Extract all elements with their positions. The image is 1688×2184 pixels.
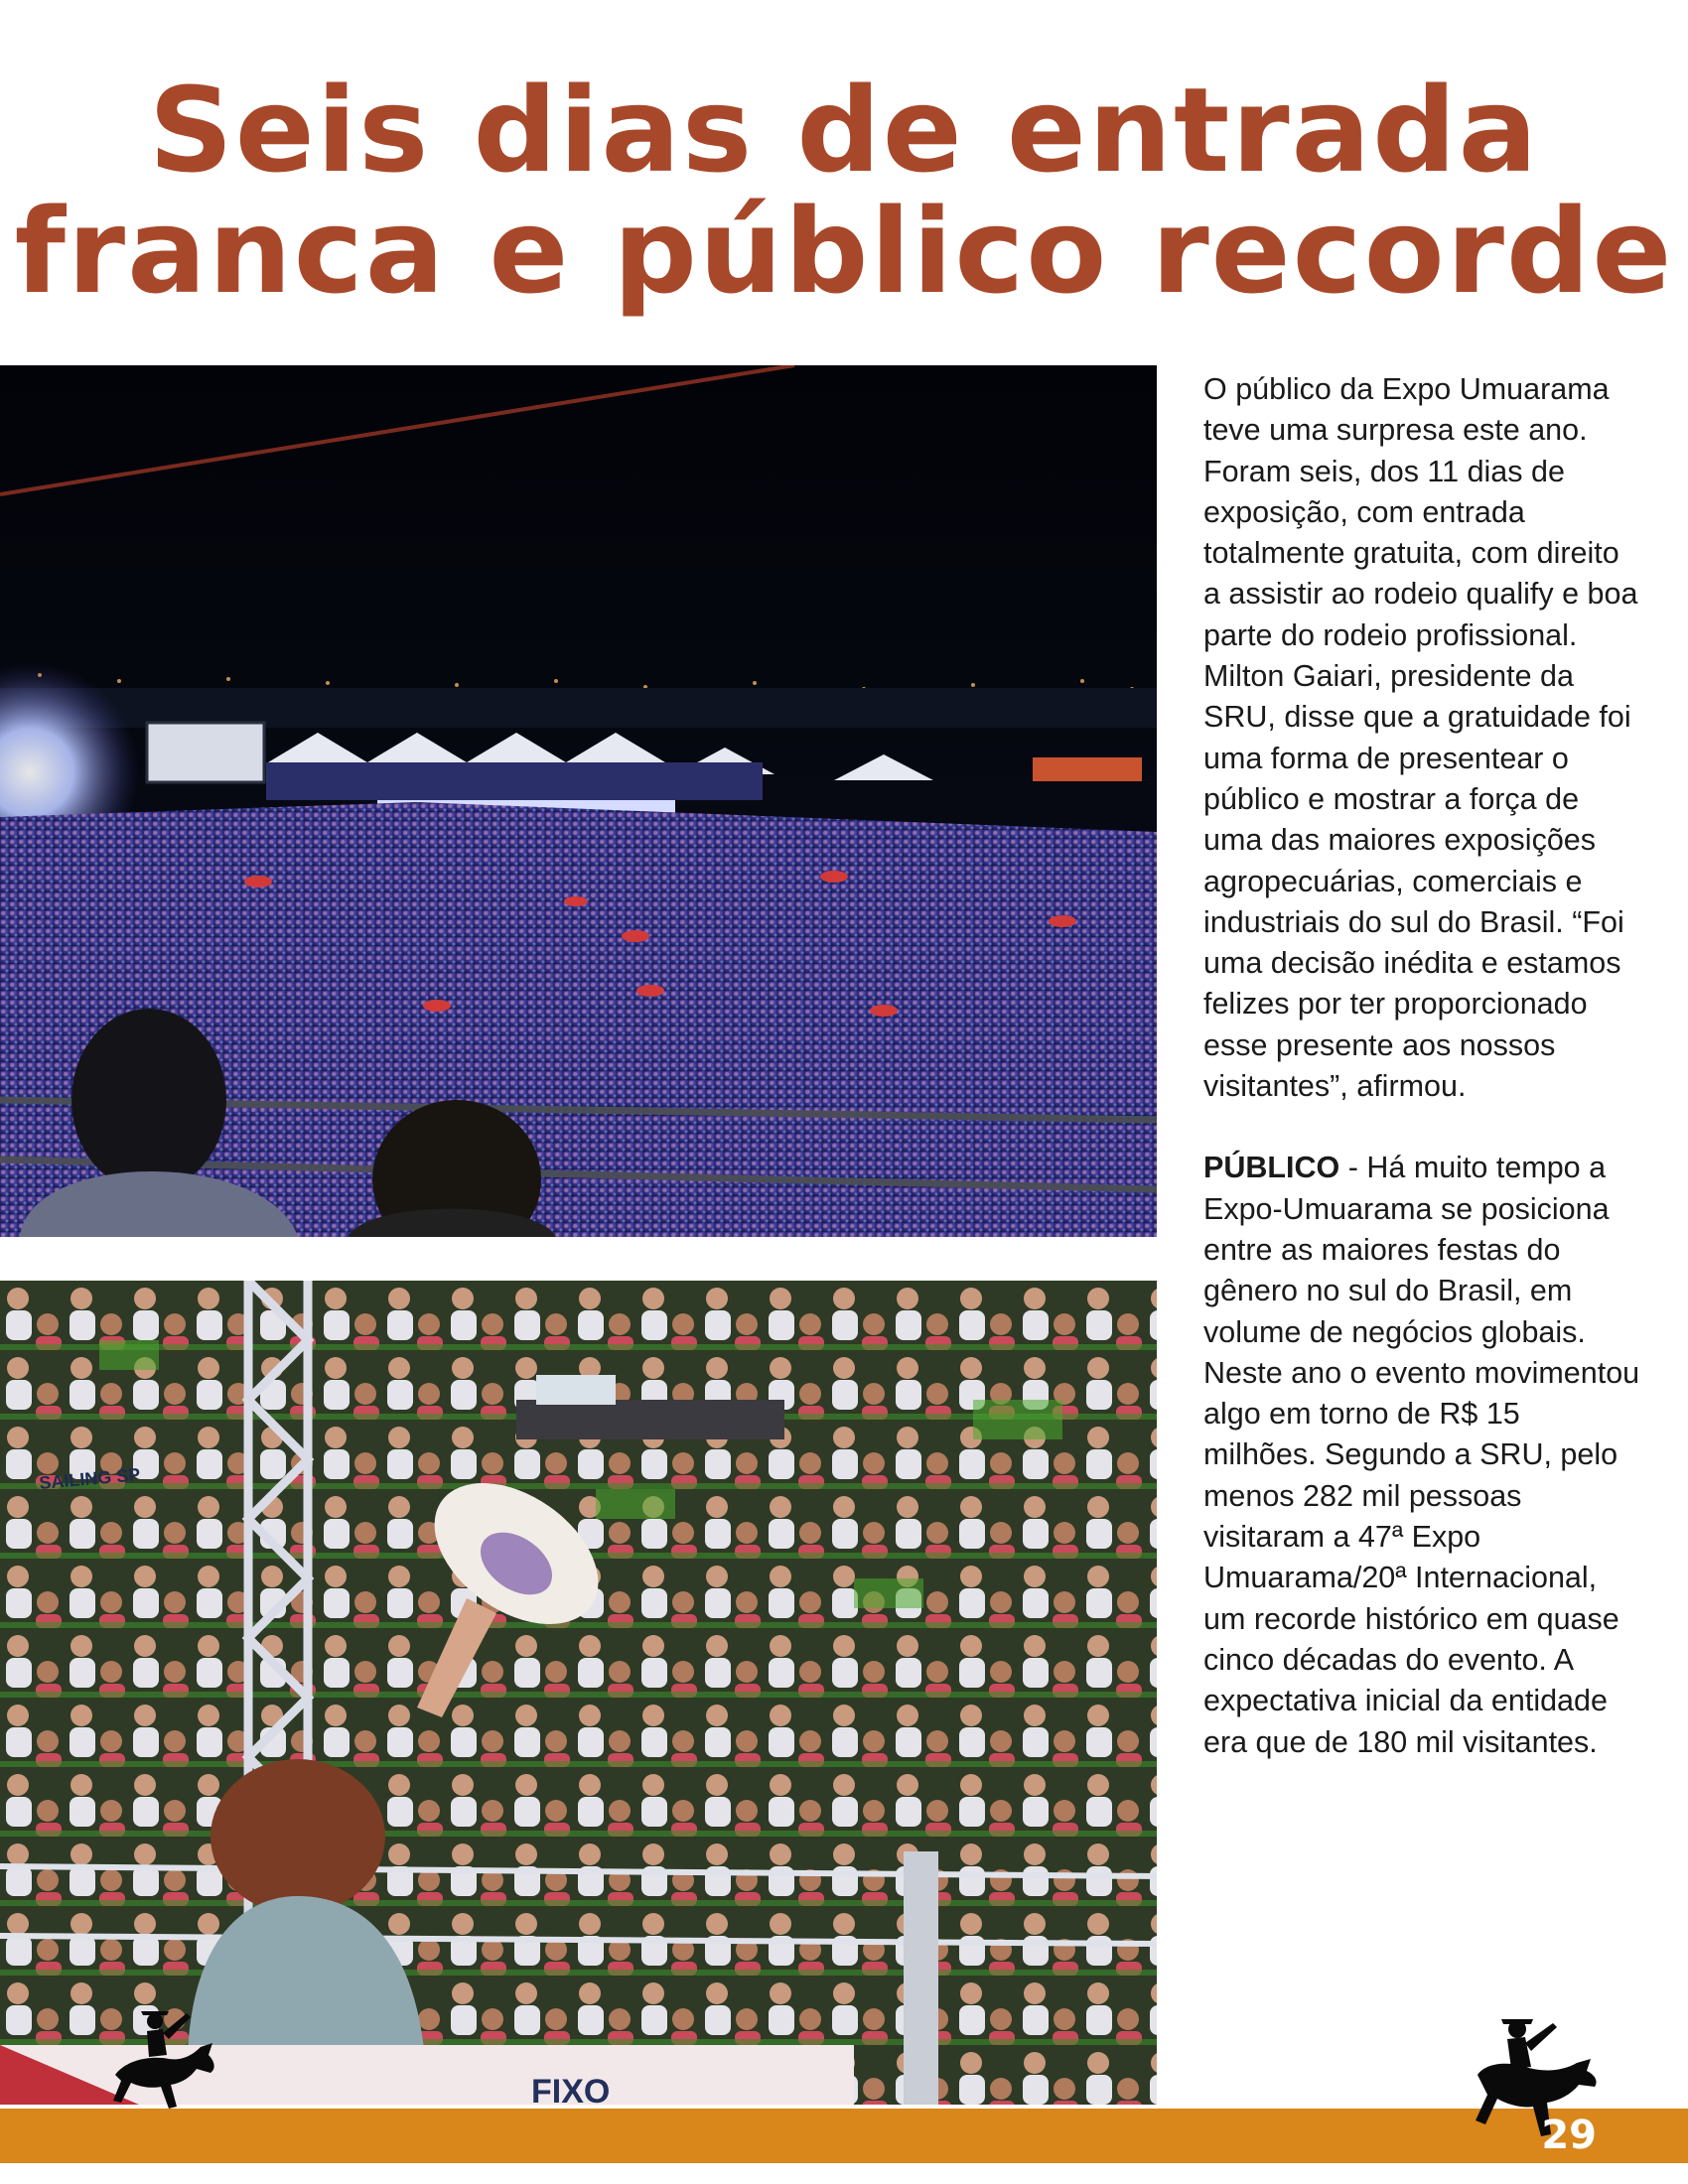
- headline: [0, 62, 1688, 320]
- rodeo-crowd-illustration: [0, 1281, 1157, 2105]
- headline-line-2: franca e público recorde: [14, 183, 1674, 320]
- page-number: 29: [1541, 2113, 1597, 2158]
- headline-line-1: Seis dias de entrada: [148, 62, 1540, 199]
- article-paragraph-2-text: - Há muito tempo a Expo-Umuarama se posiciona entre as maiores festas do gênero no sul do Brasil, em volume de negócios globais. Neste ano o evento movimentou algo em torno de R$ 15 milhões. Segundo a SRU, pelo menos 282 mil pessoas visitaram a 47ª Expo Umuarama/20ª Internacional, um recorde histórico em quase cinco décadas do evento. A expectativa inicial da entidade era que de 180 mil visitantes.: [1203, 1151, 1640, 1759]
- shirt-print-text: SAILING SP: [38, 1464, 141, 1493]
- article-body: [1203, 369, 1640, 1804]
- crowd-night-illustration: [0, 365, 1157, 1237]
- footer-band: [0, 2109, 1688, 2163]
- rodeo-crowd-photo: [0, 1281, 1157, 2105]
- section-label: PÚBLICO: [1203, 1151, 1340, 1185]
- bronc-rider-icon: [97, 2003, 226, 2122]
- article-paragraph-1: O público da Expo Umuarama teve uma surpresa este ano. Foram seis, dos 11 dias de exposição, com entrada totalmente gratuita, com direito a assistir ao rodeio qualify e boa parte do rodeio profissional. Milton Gaiari, presidente da SRU, disse que a gratuidade foi uma forma de presentear o público e mostrar a força de uma das maiores exposições agropecuárias, comerciais e industriais do sul do Brasil. “Foi uma decisão inédita e estamos felizes por ter proporcionado esse presente aos nossos visitantes”, afirmou.: [1203, 372, 1638, 1104]
- banner-fragment-text: FIXO: [531, 2073, 611, 2105]
- crowd-night-photo: [0, 365, 1157, 1237]
- article-paragraph-2: [1203, 1148, 1640, 1762]
